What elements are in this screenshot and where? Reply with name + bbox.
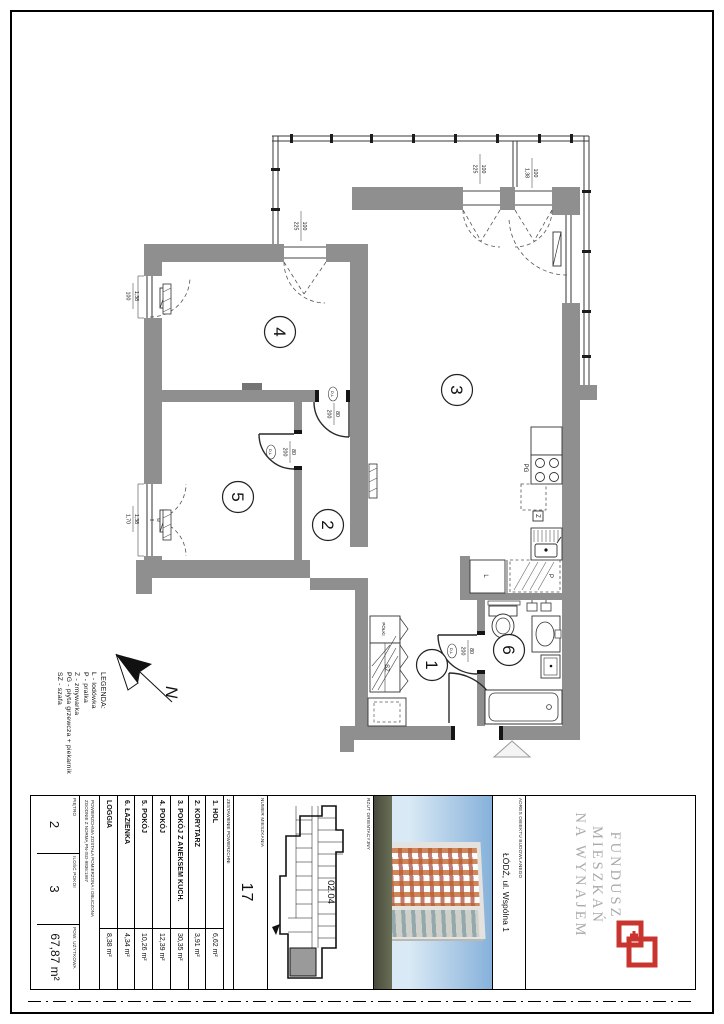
stats-row — [37, 796, 79, 989]
row-area: 6,62 m² — [206, 928, 223, 989]
bathroom — [485, 600, 562, 724]
keyplan-drawing — [268, 796, 364, 989]
wardrobe-shelf-label: PÓŁKI — [381, 622, 386, 636]
photo-ground — [374, 796, 392, 989]
kitchen — [521, 427, 562, 560]
norm-note-line1: POWIERZCHNIA ZOSTAŁA POMIERZONA I OBLICZONA — [90, 800, 95, 917]
apartment-number-value: 17 — [238, 882, 255, 903]
railing-posts — [271, 134, 591, 358]
fundusz-logo-icon — [615, 917, 661, 973]
legend-item: PG - płyta grzewcza + piekarnik — [64, 672, 72, 774]
bath-cabinet — [541, 655, 560, 678]
row-area: 12,39 m² — [153, 928, 170, 989]
photo-building — [383, 842, 485, 939]
address-section — [492, 796, 525, 989]
stat-value: 3 — [47, 885, 62, 893]
table-row — [205, 796, 223, 989]
dim-door-room4 — [326, 403, 341, 425]
washer-valves — [527, 600, 551, 611]
fold-mark-line — [28, 1001, 696, 1002]
room-1-number: 1 — [422, 660, 441, 670]
wardrobe-label: SZ — [383, 664, 389, 672]
area-table-header: ZESTAWIENIE POWIERZCHNI — [223, 796, 233, 989]
row-name: 4. POKÓJ — [157, 800, 165, 834]
mirror-shelf — [488, 601, 520, 605]
chimney-block — [242, 383, 262, 390]
svg-text:80: 80 — [468, 648, 474, 654]
dim-window-room3 — [524, 158, 539, 188]
washbasin — [532, 616, 561, 652]
shaft — [368, 698, 406, 726]
photo-facade-balconies — [387, 848, 479, 906]
room-2-number: 2 — [318, 520, 337, 530]
svg-text:100: 100 — [301, 221, 307, 231]
svg-text:D,L: D,L — [330, 390, 336, 398]
room-5-number: 5 — [228, 492, 247, 502]
apartment-number-section — [233, 796, 267, 989]
row-area: 3,91 m² — [189, 928, 206, 989]
stat-usable-area — [37, 924, 79, 989]
toilet — [489, 606, 517, 638]
door-tag-room5 — [266, 445, 275, 459]
window-room5 — [138, 484, 186, 556]
keyplan-north-icon — [272, 924, 280, 935]
photo-facade-side — [391, 910, 479, 937]
keyplan-unit-label: 02.04 — [325, 880, 336, 904]
svg-text:1,38: 1,38 — [133, 290, 139, 302]
table-row — [170, 796, 188, 989]
row-name: 2. KORYTARZ — [193, 800, 201, 847]
table-row — [188, 796, 206, 989]
cooktop-label: PG — [522, 463, 528, 473]
row-area: 8,38 m² — [100, 928, 117, 989]
legend-item: SZ - szafa — [56, 672, 64, 705]
fridge-label: L — [482, 574, 488, 578]
dim-door-room5 — [282, 441, 297, 463]
entrance-marker — [494, 741, 530, 757]
door-tag-room4 — [328, 387, 337, 401]
photo-sky — [374, 796, 492, 989]
building-photo — [373, 796, 492, 989]
keyplan-label: RZUT ORIENTACYJNY — [366, 798, 372, 850]
table-row — [134, 796, 152, 989]
dim-balcony-door-room4 — [293, 211, 308, 241]
legend-item: P - pralka — [81, 672, 89, 703]
table-row — [100, 796, 117, 989]
stat-floor — [37, 796, 79, 853]
row-name: 6. ŁAZIENKA — [122, 800, 130, 845]
row-name: 5. POKÓJ — [140, 800, 148, 834]
logo-line-1: FUNDUSZ — [607, 831, 623, 920]
svg-text:D,L: D,L — [449, 647, 455, 655]
row-name: 3. POKÓJ Z ANEKSEM KUCH. — [175, 800, 183, 902]
svg-text:200: 200 — [459, 646, 466, 656]
legend — [58, 672, 106, 796]
area-table — [99, 796, 233, 989]
north-label: N — [162, 686, 181, 699]
stat-rooms — [37, 853, 79, 924]
svg-text:1,38: 1,38 — [523, 167, 530, 179]
loggia-railing — [272, 136, 589, 385]
balcony-door-swings — [284, 210, 552, 303]
logo-line-3: NA WYNAJEM — [572, 812, 588, 939]
keyplan-unit-highlight — [290, 948, 316, 976]
keyplan-section — [267, 796, 373, 989]
row-area: 30,35 m² — [171, 928, 188, 989]
logo-section — [525, 796, 695, 989]
legend-title: LEGENDA: — [99, 672, 106, 709]
svg-text:100: 100 — [124, 291, 131, 301]
svg-text:D,L: D,L — [268, 448, 274, 456]
row-area: 10,26 m² — [135, 928, 152, 989]
svg-text:100: 100 — [480, 164, 486, 174]
room-3-number: 3 — [447, 385, 466, 395]
norm-note — [79, 796, 99, 989]
address-value: ŁÓDŹ, ul. Wspólna 1 — [501, 853, 511, 932]
kitchen-sink — [531, 528, 562, 560]
legend-item: L - lodówka — [90, 672, 98, 709]
dishwasher-outline — [521, 484, 546, 510]
title-block — [30, 795, 696, 990]
svg-text:200: 200 — [325, 409, 332, 419]
svg-text:225: 225 — [471, 164, 478, 174]
svg-text:1,70: 1,70 — [124, 513, 131, 525]
north-arrow — [116, 654, 181, 702]
dim-window-room4 — [125, 283, 140, 309]
logo-line-2: MIESZKAŃ — [589, 826, 606, 925]
table-row — [117, 796, 135, 989]
svg-text:80: 80 — [290, 449, 296, 455]
washer-label: P — [547, 573, 553, 579]
window-room3-east — [509, 215, 580, 303]
room-6-number: 6 — [499, 645, 518, 655]
norm-note-line2: ZGODNIE Z NORMĄ PN-ISO-9836:1997 — [84, 800, 90, 883]
svg-text:100: 100 — [532, 168, 538, 178]
svg-text:80: 80 — [334, 411, 340, 417]
apartment-number-label: NUMER MIESZKANIA — [260, 798, 266, 848]
door-tag-bathroom — [447, 644, 456, 658]
address-label: ADRES OBIEKTU BUDOWLANEGO — [518, 798, 524, 879]
stat-label: POW. UŻYTKOWA — [72, 927, 78, 969]
stat-value: 67,87 m² — [48, 933, 62, 981]
row-name: 1. HOL — [211, 800, 219, 824]
dim-window-room5 — [125, 506, 140, 532]
wardrobe — [370, 616, 408, 692]
bathtub — [485, 690, 562, 724]
stat-value: 2 — [47, 820, 62, 829]
row-area: 4,34 m² — [118, 928, 135, 989]
svg-text:200: 200 — [281, 447, 288, 457]
kitchen-cabinet — [531, 427, 562, 455]
row-name: LOGGIA — [104, 800, 112, 829]
svg-text:225: 225 — [292, 221, 299, 231]
dim-door-bathroom — [460, 640, 475, 662]
stat-label: PIĘTRO — [72, 798, 78, 817]
svg-text:1,38: 1,38 — [133, 513, 139, 525]
dishwasher-label: Z — [534, 514, 540, 518]
table-row — [152, 796, 170, 989]
room-4-number: 4 — [270, 327, 289, 337]
stat-label: ILOŚĆ POKOI — [72, 856, 78, 888]
legend-item: Z - zmywarka — [73, 672, 81, 716]
dim-balcony-door-room3 — [472, 154, 487, 184]
